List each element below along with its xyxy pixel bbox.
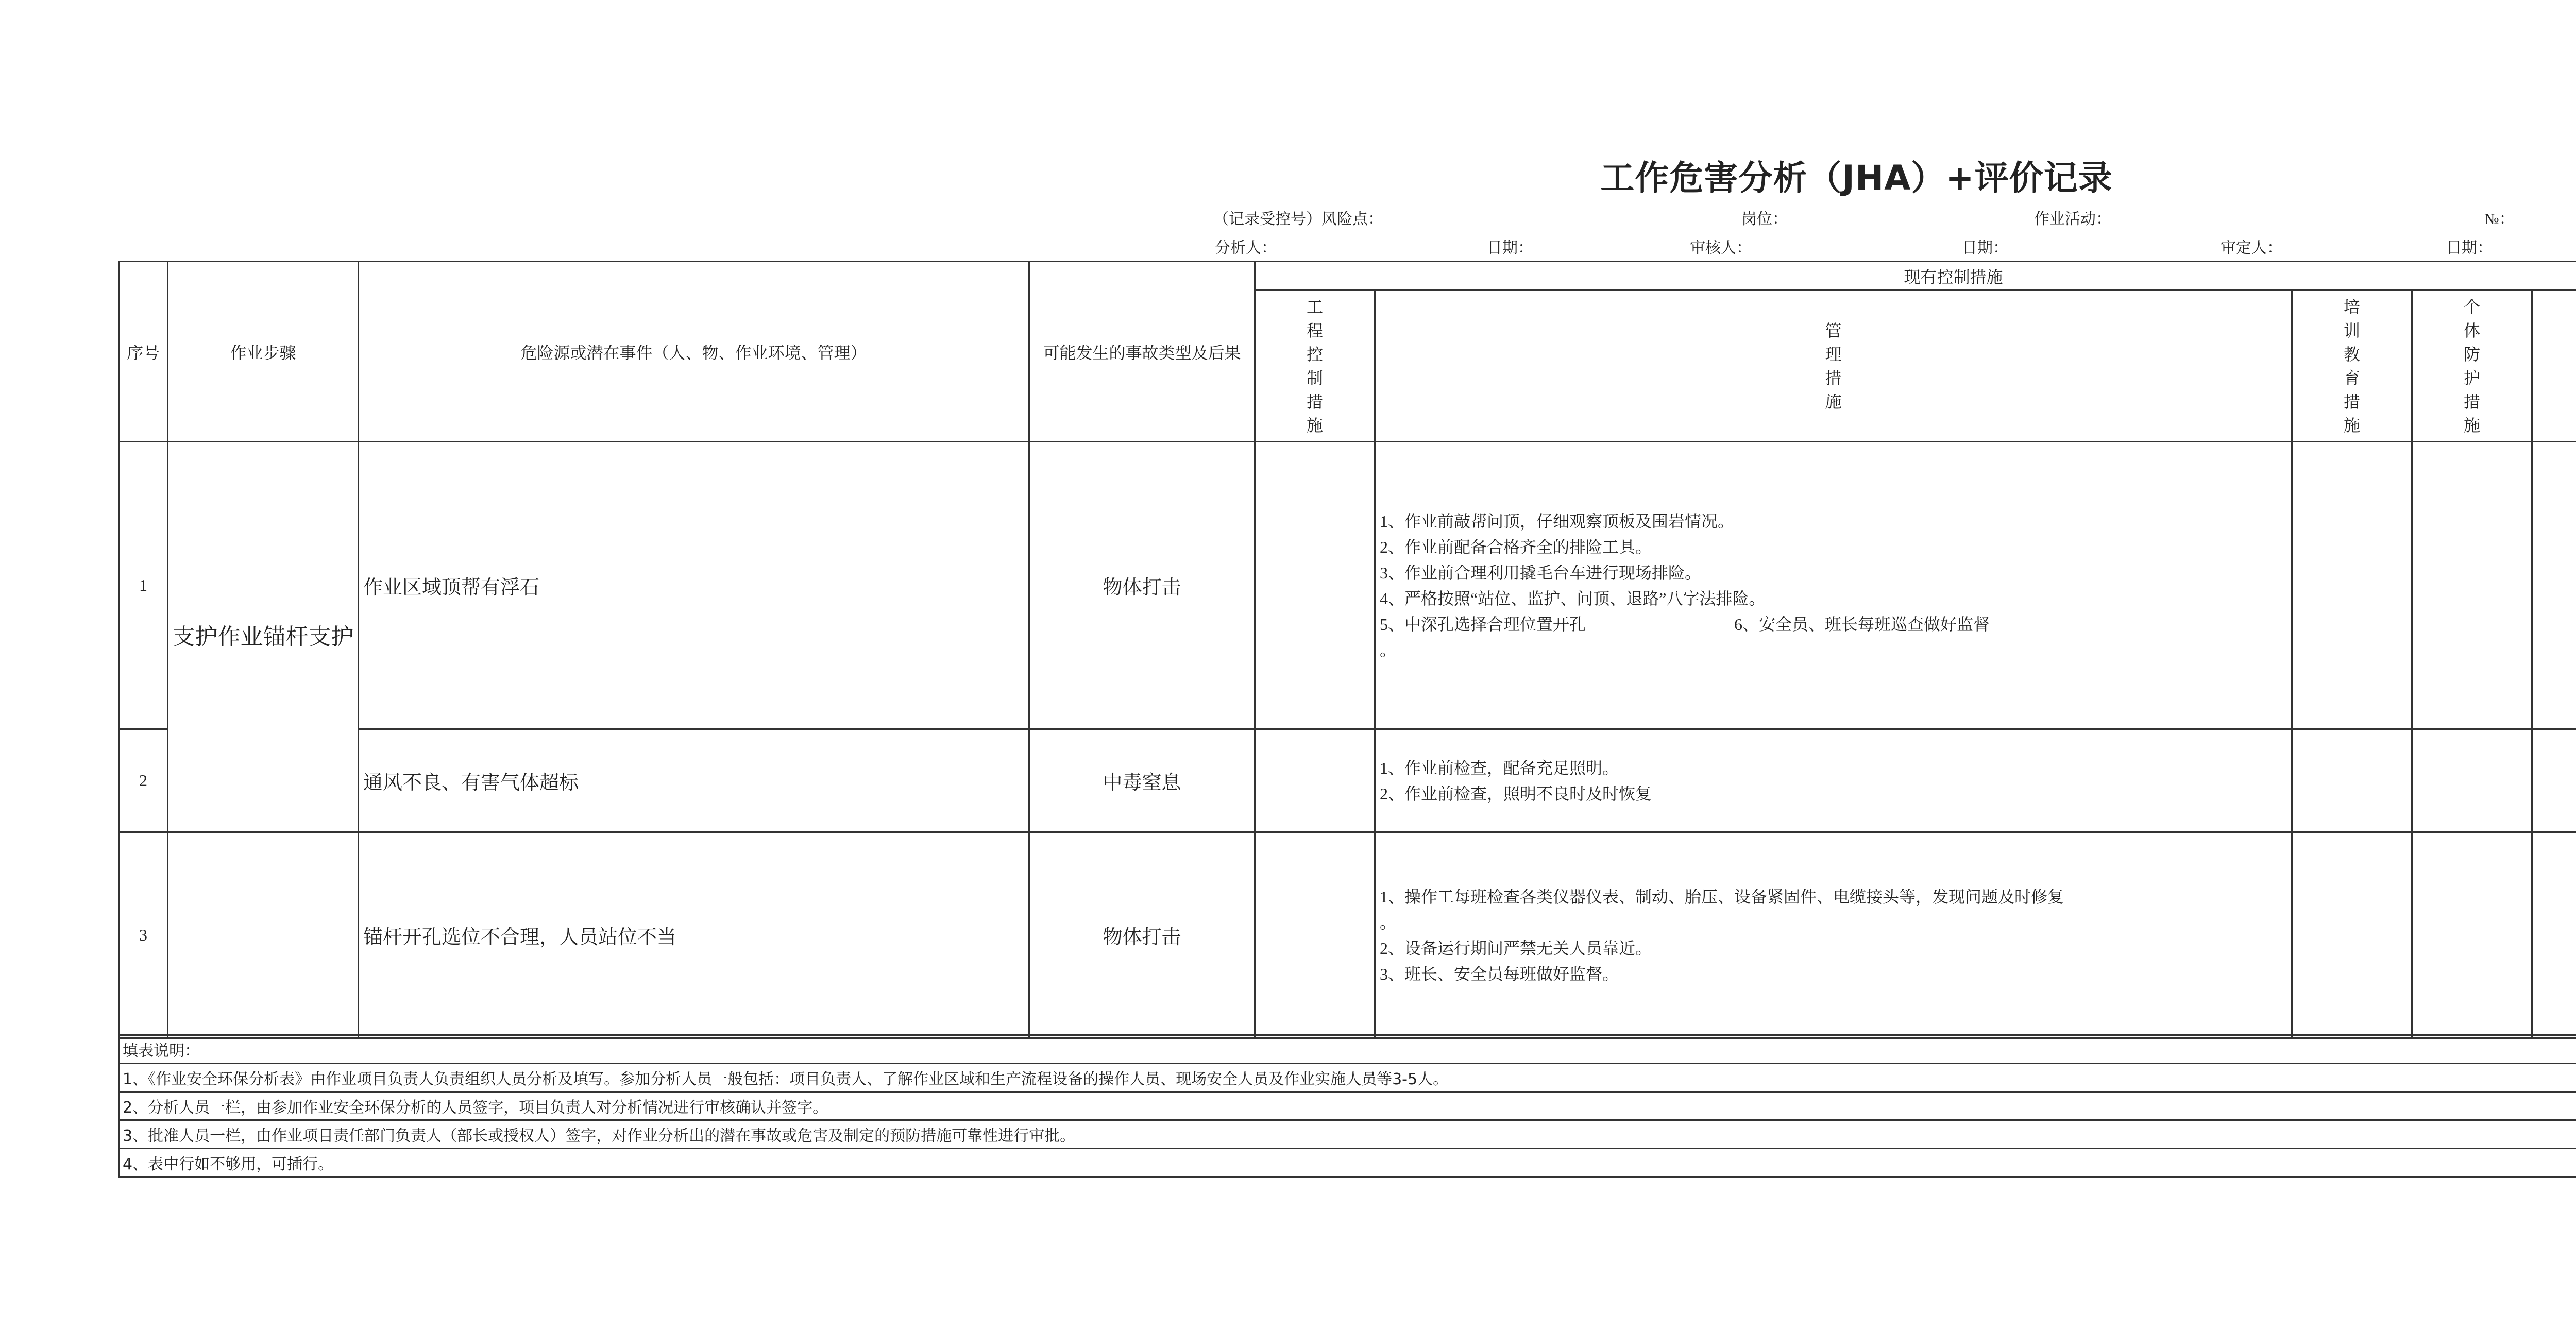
number-label: №：: [2484, 211, 2515, 228]
notes-title: 填表说明：: [119, 1035, 2576, 1064]
date-label-2: 日期：: [1962, 240, 2008, 257]
row-training: [2292, 729, 2412, 832]
row-mgmt-measures: 1、作业前检查，配备充足照明。 2、作业前检查，照明不良时及时恢复: [1375, 729, 2292, 832]
note-item: 1、《作业安全环保分析表》由作业项目负责人负责组织人员分析及填写。参加分析人员一般包括：项目负责人、了解作业区域和生产流程设备的操作人员、现场安全人员及作业实施人员等3-5人。: [119, 1064, 2576, 1092]
header-step: 作业步骤: [168, 262, 359, 442]
page-title: 工作危害分析（JHA）+评价记录: [1600, 158, 2113, 198]
header-eng-control: 工 程 控 制 措 施: [1255, 291, 1375, 442]
date-label-3: 日期：: [2446, 240, 2493, 257]
post-label: 岗位：: [1741, 211, 1788, 228]
row-eng-control: [1255, 729, 1375, 832]
reviewer-label: 审核人：: [1690, 240, 1752, 257]
table-row: [119, 729, 2576, 832]
header-existing-controls: 现有控制措施: [1255, 262, 2576, 291]
row-ppe: [2412, 832, 2532, 1038]
notes-table: [118, 1034, 2576, 1178]
row-hazard: 作业区域顶帮有浮石: [359, 442, 1029, 729]
row-eng-control: [1255, 832, 1375, 1038]
row-training: [2292, 442, 2412, 729]
row-accident: 中毒窒息: [1029, 729, 1255, 832]
row-ppe: [2412, 442, 2532, 729]
header-ppe: 个 体 防 护 措 施: [2412, 291, 2532, 442]
header-mgmt-measures: 管 理 措 施: [1375, 291, 2292, 442]
header-hazard: 危险源或潜在事件（人、物、作业环境、管理）: [359, 262, 1029, 442]
row-emergency: [2532, 832, 2576, 1038]
jha-table: [118, 261, 2576, 1039]
header-training: 培 训 教 育 措 施: [2292, 291, 2412, 442]
row-accident: 物体打击: [1029, 832, 1255, 1038]
row-hazard: 锚杆开孔选位不合理，人员站位不当: [359, 832, 1029, 1038]
row-seq: 2: [119, 729, 168, 832]
activity-label: 作业活动：: [2034, 211, 2111, 228]
row-seq: 3: [119, 832, 168, 1038]
analyst-label: 分析人：: [1215, 240, 1277, 257]
step-name: 支护作业锚杆支护: [168, 442, 359, 832]
row-hazard: 通风不良、有害气体超标: [359, 729, 1029, 832]
row-ppe: [2412, 729, 2532, 832]
approver-label: 审定人：: [2221, 240, 2282, 257]
note-item: 4、表中行如不够用，可插行。: [119, 1149, 2576, 1177]
note-item: 3、批准人员一栏，由作业项目责任部门负责人（部长或授权人）签字，对作业分析出的潜在事故或危害及制定的预防措施可靠性进行审批。: [119, 1120, 2576, 1149]
row-seq: 1: [119, 442, 168, 729]
row-mgmt-measures: 1、作业前敲帮问顶，仔细观察顶板及围岩情况。 2、作业前配备合格齐全的排险工具。 3、作业前合理利用撬毛台车进行现场排险。 4、严格按照“站位、监护、问顶、退路”八字法排险。 5、中深孔选择合理位置开孔 6、安全员、班长每班巡查做好监督 。: [1375, 442, 2292, 729]
row-training: [2292, 832, 2412, 1038]
row-accident: 物体打击: [1029, 442, 1255, 729]
record-no-label: （记录受控号）风险点：: [1213, 211, 1383, 228]
row-step: [168, 832, 359, 1038]
row-emergency: [2532, 729, 2576, 832]
row-eng-control: [1255, 442, 1375, 729]
row-mgmt-measures: 1、操作工每班检查各类仪器仪表、制动、胎压、设备紧固件、电缆接头等，发现问题及时修复 。 2、设备运行期间严禁无关人员靠近。 3、班长、安全员每班做好监督。: [1375, 832, 2292, 1038]
table-row: [119, 832, 2576, 1038]
table-row: [119, 442, 2576, 729]
note-item: 2、分析人员一栏，由参加作业安全环保分析的人员签字，项目负责人对分析情况进行审核确认并签字。: [119, 1092, 2576, 1120]
header-seq: 序号: [119, 262, 168, 442]
row-emergency: [2532, 442, 2576, 729]
date-label-1: 日期：: [1487, 240, 1533, 257]
header-accident: 可能发生的事故类型及后果: [1029, 262, 1255, 442]
header-emergency: [2532, 291, 2576, 442]
